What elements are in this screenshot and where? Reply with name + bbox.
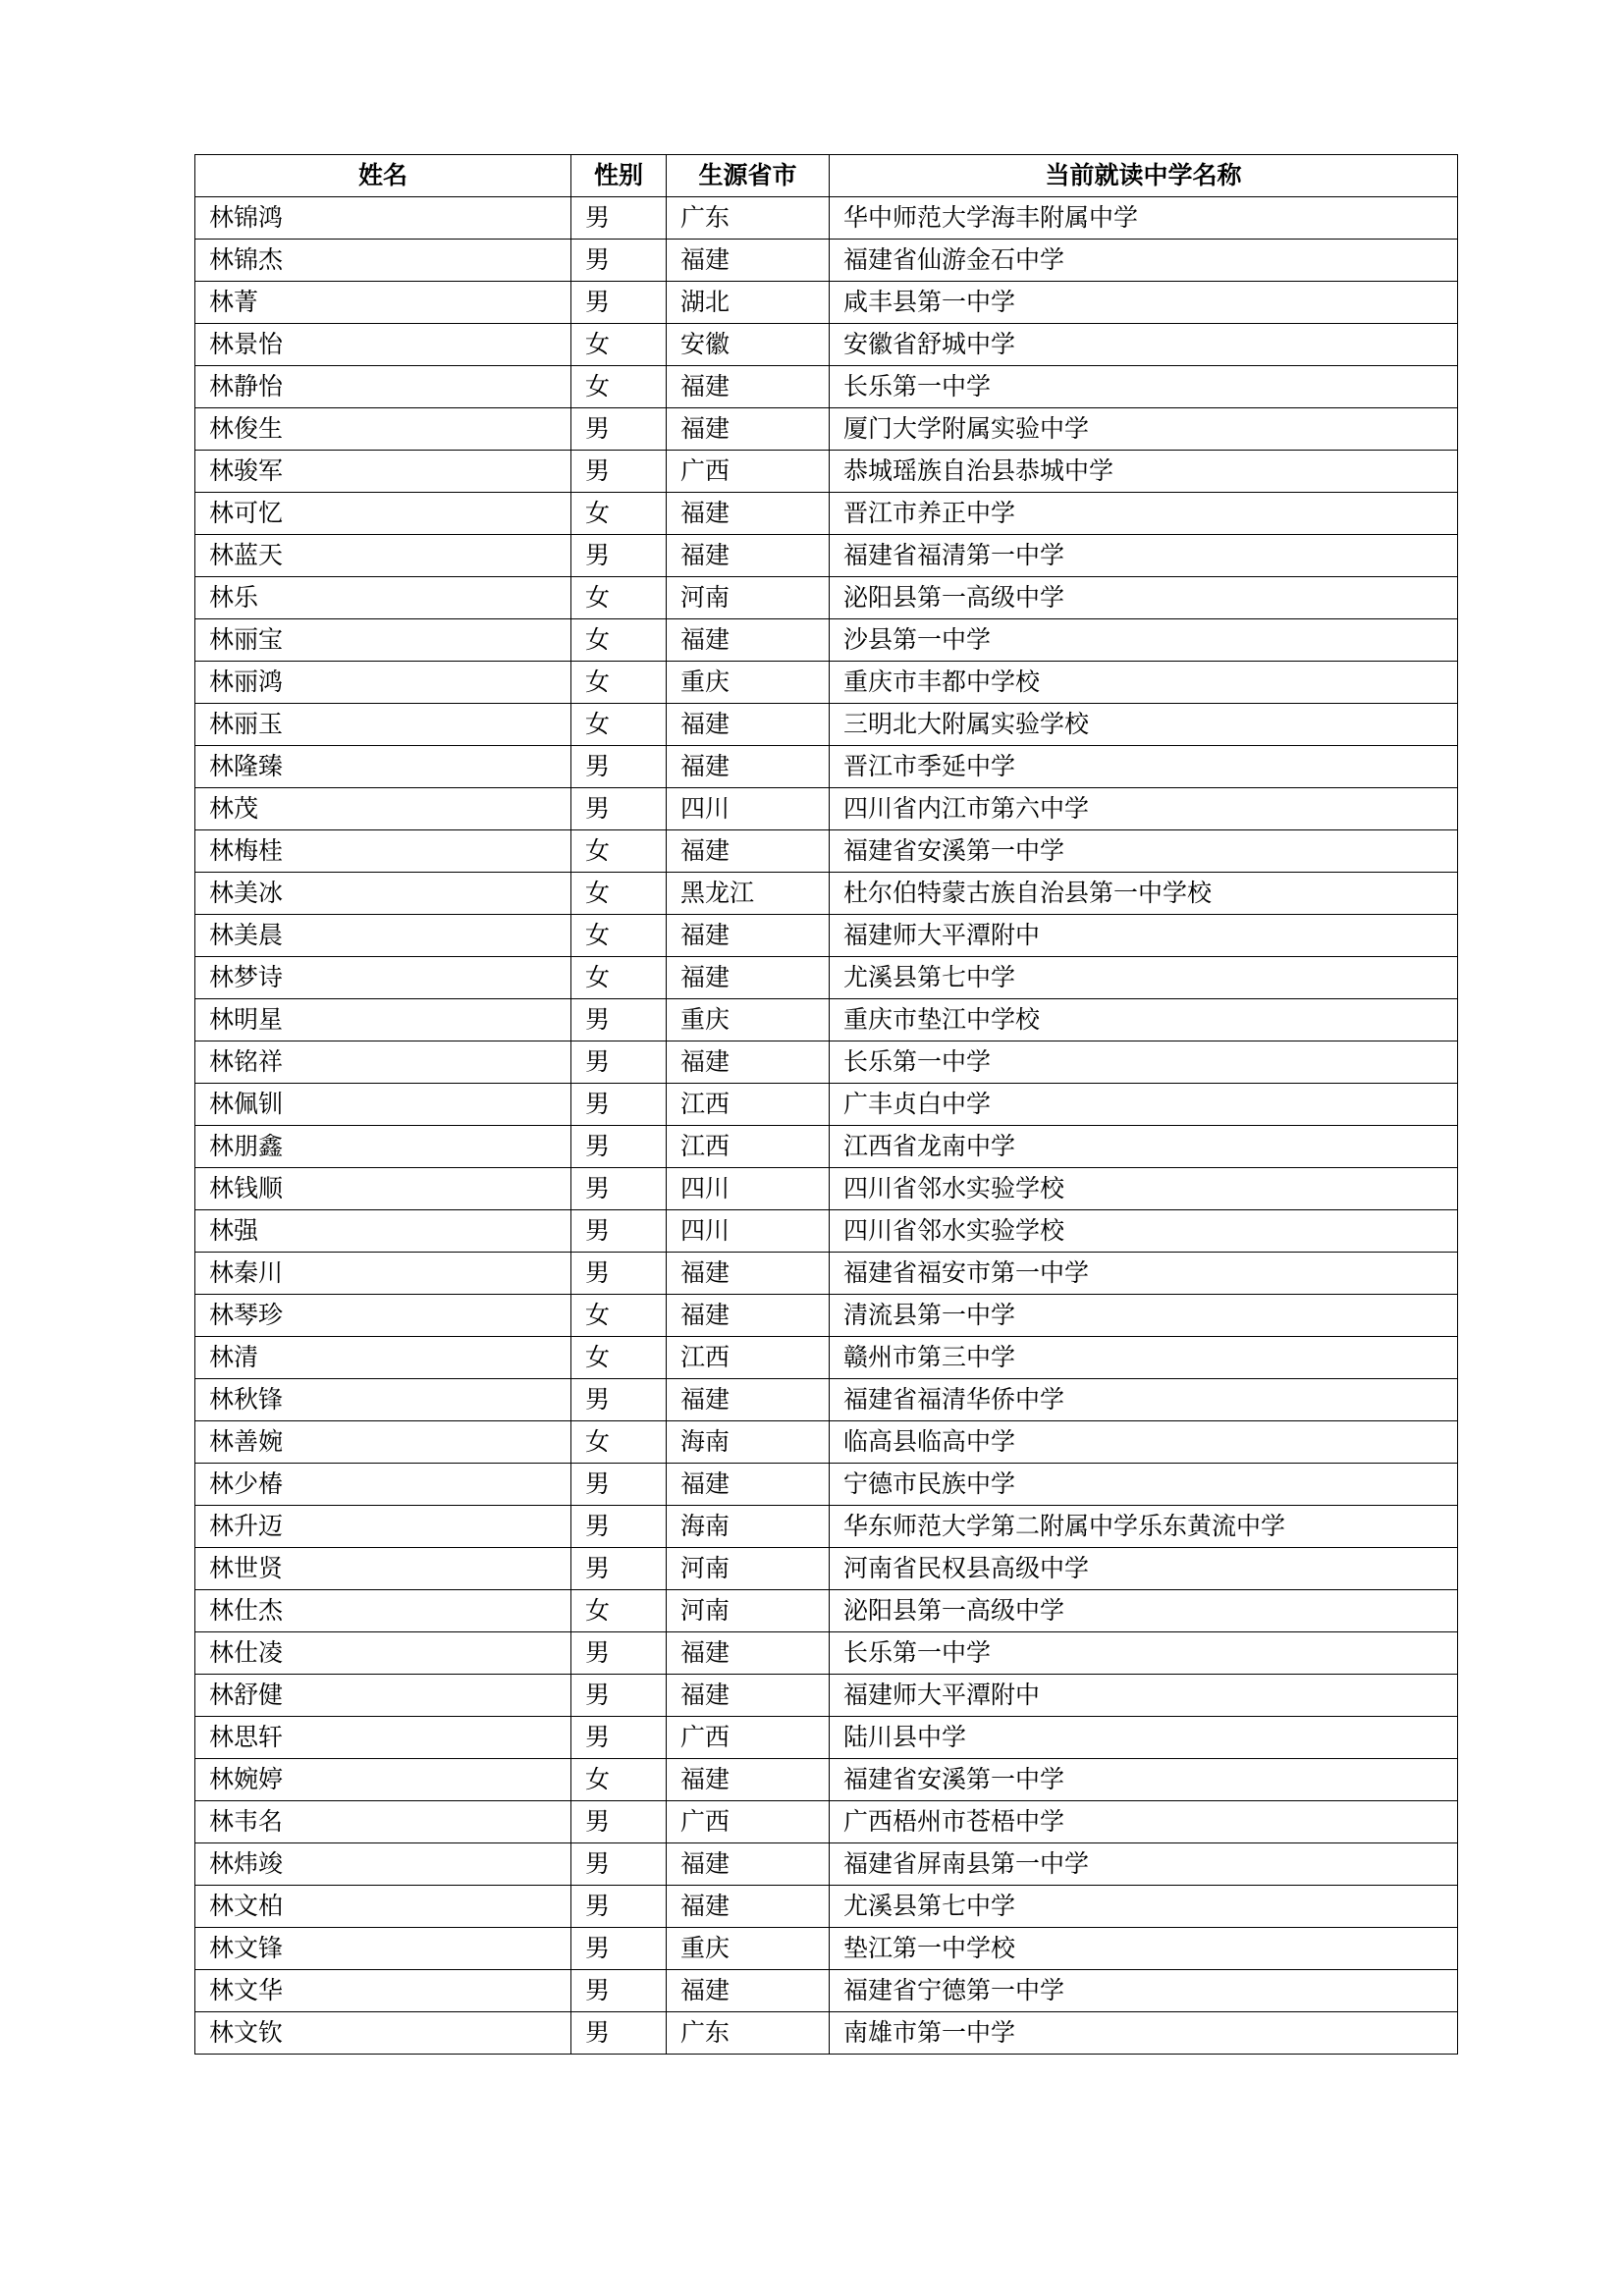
cell-school: 晋江市季延中学 <box>830 746 1458 788</box>
cell-province: 福建 <box>667 535 830 577</box>
cell-province: 广西 <box>667 1801 830 1843</box>
cell-school: 恭城瑶族自治县恭城中学 <box>830 451 1458 493</box>
header-name: 姓名 <box>195 155 571 197</box>
cell-name: 林文锋 <box>195 1928 571 1970</box>
cell-province: 福建 <box>667 830 830 873</box>
cell-gender: 男 <box>571 999 667 1041</box>
cell-province: 福建 <box>667 240 830 282</box>
cell-gender: 女 <box>571 1759 667 1801</box>
cell-name: 林锦鸿 <box>195 197 571 240</box>
cell-school: 福建省福清华侨中学 <box>830 1379 1458 1421</box>
cell-school: 宁德市民族中学 <box>830 1464 1458 1506</box>
cell-gender: 男 <box>571 1548 667 1590</box>
cell-name: 林琴珍 <box>195 1295 571 1337</box>
table-row <box>195 1168 1458 1210</box>
cell-gender: 男 <box>571 1843 667 1886</box>
cell-province: 福建 <box>667 366 830 408</box>
cell-school: 四川省内江市第六中学 <box>830 788 1458 830</box>
table-row <box>195 577 1458 619</box>
table-row <box>195 1421 1458 1464</box>
cell-school: 厦门大学附属实验中学 <box>830 408 1458 451</box>
cell-name: 林静怡 <box>195 366 571 408</box>
cell-province: 福建 <box>667 1886 830 1928</box>
table-row <box>195 1632 1458 1675</box>
cell-school: 沙县第一中学 <box>830 619 1458 662</box>
cell-province: 福建 <box>667 1041 830 1084</box>
cell-name: 林佩钏 <box>195 1084 571 1126</box>
table-row <box>195 1759 1458 1801</box>
cell-province: 河南 <box>667 1590 830 1632</box>
cell-school: 福建省福安市第一中学 <box>830 1253 1458 1295</box>
cell-province: 福建 <box>667 957 830 999</box>
cell-name: 林秦川 <box>195 1253 571 1295</box>
cell-school: 三明北大附属实验学校 <box>830 704 1458 746</box>
cell-name: 林清 <box>195 1337 571 1379</box>
cell-province: 广东 <box>667 197 830 240</box>
cell-province: 河南 <box>667 577 830 619</box>
table-row <box>195 1928 1458 1970</box>
cell-name: 林梦诗 <box>195 957 571 999</box>
table-row <box>195 1379 1458 1421</box>
cell-name: 林善婉 <box>195 1421 571 1464</box>
cell-gender: 女 <box>571 1295 667 1337</box>
cell-gender: 女 <box>571 704 667 746</box>
cell-province: 福建 <box>667 408 830 451</box>
table-row <box>195 1084 1458 1126</box>
cell-name: 林茂 <box>195 788 571 830</box>
cell-name: 林婉婷 <box>195 1759 571 1801</box>
table-row <box>195 1548 1458 1590</box>
cell-gender: 男 <box>571 197 667 240</box>
cell-school: 福建省仙游金石中学 <box>830 240 1458 282</box>
table-row <box>195 704 1458 746</box>
cell-school: 华中师范大学海丰附属中学 <box>830 197 1458 240</box>
table-row <box>195 1253 1458 1295</box>
cell-school: 福建省福清第一中学 <box>830 535 1458 577</box>
table-row <box>195 408 1458 451</box>
cell-province: 四川 <box>667 1168 830 1210</box>
cell-gender: 男 <box>571 1886 667 1928</box>
cell-province: 重庆 <box>667 1928 830 1970</box>
cell-province: 福建 <box>667 915 830 957</box>
cell-name: 林骏军 <box>195 451 571 493</box>
cell-gender: 男 <box>571 1126 667 1168</box>
cell-name: 林乐 <box>195 577 571 619</box>
cell-school: 临高县临高中学 <box>830 1421 1458 1464</box>
cell-gender: 男 <box>571 1970 667 2012</box>
table-row <box>195 619 1458 662</box>
cell-school: 垫江第一中学校 <box>830 1928 1458 1970</box>
cell-school: 福建师大平潭附中 <box>830 915 1458 957</box>
cell-school: 长乐第一中学 <box>830 1041 1458 1084</box>
cell-name: 林思轩 <box>195 1717 571 1759</box>
table-row <box>195 1464 1458 1506</box>
cell-province: 福建 <box>667 746 830 788</box>
cell-province: 四川 <box>667 1210 830 1253</box>
cell-school: 泌阳县第一高级中学 <box>830 1590 1458 1632</box>
table-row <box>195 1506 1458 1548</box>
table-row <box>195 999 1458 1041</box>
table-row <box>195 1886 1458 1928</box>
cell-gender: 男 <box>571 1084 667 1126</box>
cell-name: 林炜竣 <box>195 1843 571 1886</box>
table-row <box>195 1337 1458 1379</box>
cell-name: 林丽玉 <box>195 704 571 746</box>
cell-province: 福建 <box>667 619 830 662</box>
cell-province: 福建 <box>667 1759 830 1801</box>
cell-name: 林强 <box>195 1210 571 1253</box>
cell-gender: 女 <box>571 662 667 704</box>
cell-school: 尤溪县第七中学 <box>830 957 1458 999</box>
cell-province: 福建 <box>667 1843 830 1886</box>
cell-province: 江西 <box>667 1126 830 1168</box>
cell-school: 福建省宁德第一中学 <box>830 1970 1458 2012</box>
cell-school: 重庆市丰都中学校 <box>830 662 1458 704</box>
cell-province: 海南 <box>667 1506 830 1548</box>
cell-province: 江西 <box>667 1337 830 1379</box>
cell-school: 清流县第一中学 <box>830 1295 1458 1337</box>
cell-school: 四川省邻水实验学校 <box>830 1168 1458 1210</box>
cell-name: 林舒健 <box>195 1675 571 1717</box>
cell-province: 安徽 <box>667 324 830 366</box>
cell-gender: 男 <box>571 282 667 324</box>
cell-name: 林少椿 <box>195 1464 571 1506</box>
cell-gender: 女 <box>571 619 667 662</box>
table-row <box>195 1210 1458 1253</box>
cell-school: 赣州市第三中学 <box>830 1337 1458 1379</box>
cell-school: 尤溪县第七中学 <box>830 1886 1458 1928</box>
cell-province: 福建 <box>667 1464 830 1506</box>
table-row <box>195 1295 1458 1337</box>
table-row <box>195 788 1458 830</box>
cell-gender: 男 <box>571 788 667 830</box>
cell-gender: 男 <box>571 1675 667 1717</box>
table-row <box>195 1675 1458 1717</box>
table-row <box>195 451 1458 493</box>
cell-name: 林钱顺 <box>195 1168 571 1210</box>
cell-school: 四川省邻水实验学校 <box>830 1210 1458 1253</box>
cell-gender: 男 <box>571 1506 667 1548</box>
cell-gender: 女 <box>571 873 667 915</box>
cell-gender: 男 <box>571 1717 667 1759</box>
cell-school: 晋江市养正中学 <box>830 493 1458 535</box>
table-row <box>195 1590 1458 1632</box>
cell-province: 福建 <box>667 493 830 535</box>
table-row <box>195 830 1458 873</box>
table-header-row <box>195 155 1458 197</box>
cell-school: 福建省屏南县第一中学 <box>830 1843 1458 1886</box>
cell-gender: 男 <box>571 1041 667 1084</box>
cell-gender: 男 <box>571 1801 667 1843</box>
cell-gender: 女 <box>571 915 667 957</box>
table-body <box>195 197 1458 2055</box>
cell-province: 广西 <box>667 451 830 493</box>
cell-name: 林文柏 <box>195 1886 571 1928</box>
cell-school: 长乐第一中学 <box>830 1632 1458 1675</box>
cell-school: 华东师范大学第二附属中学乐东黄流中学 <box>830 1506 1458 1548</box>
cell-name: 林丽鸿 <box>195 662 571 704</box>
cell-gender: 男 <box>571 1632 667 1675</box>
cell-school: 泌阳县第一高级中学 <box>830 577 1458 619</box>
cell-gender: 男 <box>571 535 667 577</box>
cell-school: 陆川县中学 <box>830 1717 1458 1759</box>
cell-name: 林韦名 <box>195 1801 571 1843</box>
cell-gender: 女 <box>571 324 667 366</box>
cell-name: 林文钦 <box>195 2012 571 2055</box>
cell-province: 河南 <box>667 1548 830 1590</box>
cell-school: 福建师大平潭附中 <box>830 1675 1458 1717</box>
cell-province: 江西 <box>667 1084 830 1126</box>
table-row <box>195 493 1458 535</box>
table-row <box>195 873 1458 915</box>
cell-gender: 女 <box>571 1421 667 1464</box>
student-roster-table <box>194 154 1458 2055</box>
cell-school: 咸丰县第一中学 <box>830 282 1458 324</box>
cell-name: 林升迈 <box>195 1506 571 1548</box>
cell-province: 广东 <box>667 2012 830 2055</box>
cell-province: 湖北 <box>667 282 830 324</box>
cell-province: 重庆 <box>667 662 830 704</box>
table-row <box>195 197 1458 240</box>
cell-name: 林丽宝 <box>195 619 571 662</box>
cell-gender: 男 <box>571 408 667 451</box>
header-school: 当前就读中学名称 <box>830 155 1458 197</box>
cell-name: 林隆臻 <box>195 746 571 788</box>
cell-gender: 男 <box>571 1168 667 1210</box>
cell-name: 林锦杰 <box>195 240 571 282</box>
cell-name: 林菁 <box>195 282 571 324</box>
table-row <box>195 1126 1458 1168</box>
table-row <box>195 746 1458 788</box>
cell-gender: 女 <box>571 1590 667 1632</box>
cell-province: 四川 <box>667 788 830 830</box>
cell-gender: 女 <box>571 1337 667 1379</box>
cell-name: 林文华 <box>195 1970 571 2012</box>
table-row <box>195 2012 1458 2055</box>
cell-name: 林秋锋 <box>195 1379 571 1421</box>
cell-gender: 男 <box>571 1464 667 1506</box>
cell-gender: 女 <box>571 493 667 535</box>
cell-school: 杜尔伯特蒙古族自治县第一中学校 <box>830 873 1458 915</box>
cell-gender: 女 <box>571 577 667 619</box>
cell-name: 林梅桂 <box>195 830 571 873</box>
cell-gender: 女 <box>571 830 667 873</box>
cell-school: 江西省龙南中学 <box>830 1126 1458 1168</box>
cell-name: 林铭祥 <box>195 1041 571 1084</box>
cell-school: 长乐第一中学 <box>830 366 1458 408</box>
cell-province: 福建 <box>667 1253 830 1295</box>
cell-name: 林仕凌 <box>195 1632 571 1675</box>
table-row <box>195 366 1458 408</box>
cell-gender: 女 <box>571 957 667 999</box>
cell-province: 重庆 <box>667 999 830 1041</box>
cell-name: 林世贤 <box>195 1548 571 1590</box>
header-gender: 性别 <box>571 155 667 197</box>
table-row <box>195 1843 1458 1886</box>
cell-name: 林俊生 <box>195 408 571 451</box>
cell-school: 广丰贞白中学 <box>830 1084 1458 1126</box>
cell-province: 广西 <box>667 1717 830 1759</box>
cell-gender: 女 <box>571 366 667 408</box>
cell-gender: 男 <box>571 451 667 493</box>
cell-gender: 男 <box>571 1379 667 1421</box>
table-row <box>195 1041 1458 1084</box>
cell-school: 福建省安溪第一中学 <box>830 830 1458 873</box>
cell-gender: 男 <box>571 1210 667 1253</box>
cell-name: 林蓝天 <box>195 535 571 577</box>
cell-name: 林明星 <box>195 999 571 1041</box>
table-row <box>195 915 1458 957</box>
table-row <box>195 957 1458 999</box>
table-row <box>195 240 1458 282</box>
cell-province: 福建 <box>667 704 830 746</box>
cell-name: 林美冰 <box>195 873 571 915</box>
cell-gender: 男 <box>571 746 667 788</box>
cell-province: 海南 <box>667 1421 830 1464</box>
cell-province: 福建 <box>667 1632 830 1675</box>
table-row <box>195 1801 1458 1843</box>
cell-name: 林仕杰 <box>195 1590 571 1632</box>
cell-gender: 男 <box>571 2012 667 2055</box>
cell-school: 安徽省舒城中学 <box>830 324 1458 366</box>
cell-school: 广西梧州市苍梧中学 <box>830 1801 1458 1843</box>
cell-gender: 男 <box>571 1253 667 1295</box>
cell-province: 福建 <box>667 1970 830 2012</box>
cell-province: 福建 <box>667 1675 830 1717</box>
cell-gender: 男 <box>571 240 667 282</box>
cell-school: 河南省民权县高级中学 <box>830 1548 1458 1590</box>
header-province: 生源省市 <box>667 155 830 197</box>
table-row <box>195 1717 1458 1759</box>
table-row <box>195 535 1458 577</box>
cell-school: 重庆市垫江中学校 <box>830 999 1458 1041</box>
cell-gender: 男 <box>571 1928 667 1970</box>
cell-school: 南雄市第一中学 <box>830 2012 1458 2055</box>
cell-province: 福建 <box>667 1379 830 1421</box>
table-row <box>195 662 1458 704</box>
cell-name: 林可忆 <box>195 493 571 535</box>
table-row <box>195 282 1458 324</box>
cell-school: 福建省安溪第一中学 <box>830 1759 1458 1801</box>
cell-name: 林美晨 <box>195 915 571 957</box>
cell-province: 黑龙江 <box>667 873 830 915</box>
cell-name: 林朋鑫 <box>195 1126 571 1168</box>
table-row <box>195 1970 1458 2012</box>
cell-name: 林景怡 <box>195 324 571 366</box>
cell-province: 福建 <box>667 1295 830 1337</box>
table-row <box>195 324 1458 366</box>
